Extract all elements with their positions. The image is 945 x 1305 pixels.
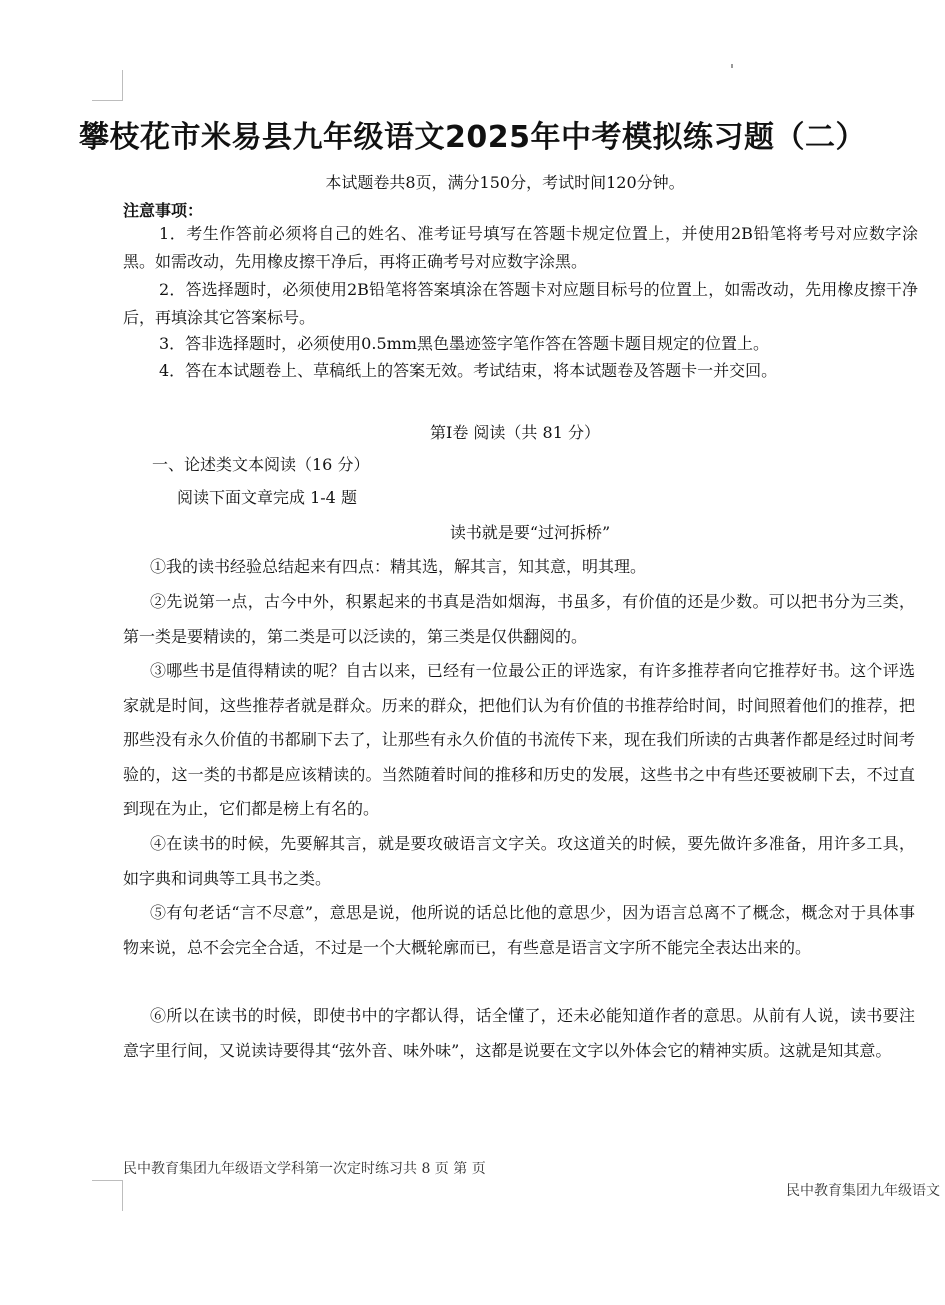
section-heading: 第Ⅰ卷 阅读（共 81 分） (430, 423, 600, 442)
article-paragraph: ③哪些书是值得精读的呢？自古以来，已经有一位最公正的评选家，有许多推荐者向它推荐好书。这个评选家就是时间，这些推荐者就是群众。历来的群众，把他们认为有价值的书推荐给时间，时间照着他们的推荐，把那些没有永久价值的书都刷下去了，让那些有永久价值的书流传下来，现在我们所读的古典著作都是经过时间考验的，这一类的书都是应该精读的。当然随着时间的推移和历史的发展，这些书之中有些还要被刷下去，不过直到现在为止，它们都是榜上有名的。 (123, 661, 915, 818)
article-paragraph: ⑤有句老话“言不尽意”，意思是说，他所说的话总比他的意思少，因为语言总离不了概念，概念对于具体事物来说，总不会完全合适，不过是一个大概轮廓而已，有些意是语言文字所不能完全表达出来的。 (123, 903, 915, 957)
crop-mark-bottom-left (92, 1180, 123, 1211)
exam-title: 攀枝花市米易县九年级语文2025年中考模拟练习题（二） (79, 120, 866, 155)
notice-item: 2．答选择题时，必须使用2B铅笔将答案填涂在答题卡对应题目标号的位置上，如需改动，先用橡皮擦干净后，再填涂其它答案标号。 (123, 280, 918, 327)
article-title: 读书就是要“过河拆桥” (449, 523, 611, 542)
reading-instruction: 阅读下面文章完成 1-4 题 (177, 488, 357, 507)
notice-item: 1．考生作答前必须将自己的姓名、准考证号填写在答题卡规定位置上，并使用2B铅笔将考号对应数字涂黑。如需改动，先用橡皮擦干净后，再将正确考号对应数字涂黑。 (123, 224, 918, 271)
article-paragraph: ⑥所以在读书的时候，即使书中的字都认得，话全懂了，还未必能知道作者的意思。从前有人说，读书要注意字里行间，又说读诗要得其“弦外音、味外味”，这都是说要在文字以外体会它的精神实质。这就是知其意。 (123, 1006, 915, 1060)
article-paragraph: ①我的读书经验总结起来有四点：精其选，解其言，知其意，明其理。 (150, 557, 647, 576)
part-heading: 一、论述类文本阅读（16 分） (152, 455, 370, 474)
notice-item: 4．答在本试题卷上、草稿纸上的答案无效。考试结束，将本试题卷及答题卡一并交回。 (159, 361, 778, 380)
crop-mark-top-left (92, 70, 123, 101)
notice-heading: 注意事项： (123, 201, 204, 220)
exam-subtitle: 本试题卷共8页，满分150分，考试时间120分钟。 (325, 173, 685, 192)
scan-speck (731, 64, 733, 68)
notice-item: 3．答非选择题时，必须使用0.5mm黑色墨迹签字笔作答在答题卡题目规定的位置上。 (159, 334, 769, 353)
article-paragraph: ④在读书的时候，先要解其言，就是要攻破语言文字关。攻这道关的时候，要先做许多准备，用许多工具，如字典和词典等工具书之类。 (123, 834, 915, 888)
page-footer-right: 民中教育集团九年级语文 (786, 1183, 940, 1199)
article-paragraph: ②先说第一点，古今中外，积累起来的书真是浩如烟海，书虽多，有价值的还是少数。可以把书分为三类，第一类是要精读的，第二类是可以泛读的，第三类是仅供翻阅的。 (123, 592, 915, 646)
page-footer-left: 民中教育集团九年级语文学科第一次定时练习共 8 页 第 页 (123, 1161, 486, 1177)
